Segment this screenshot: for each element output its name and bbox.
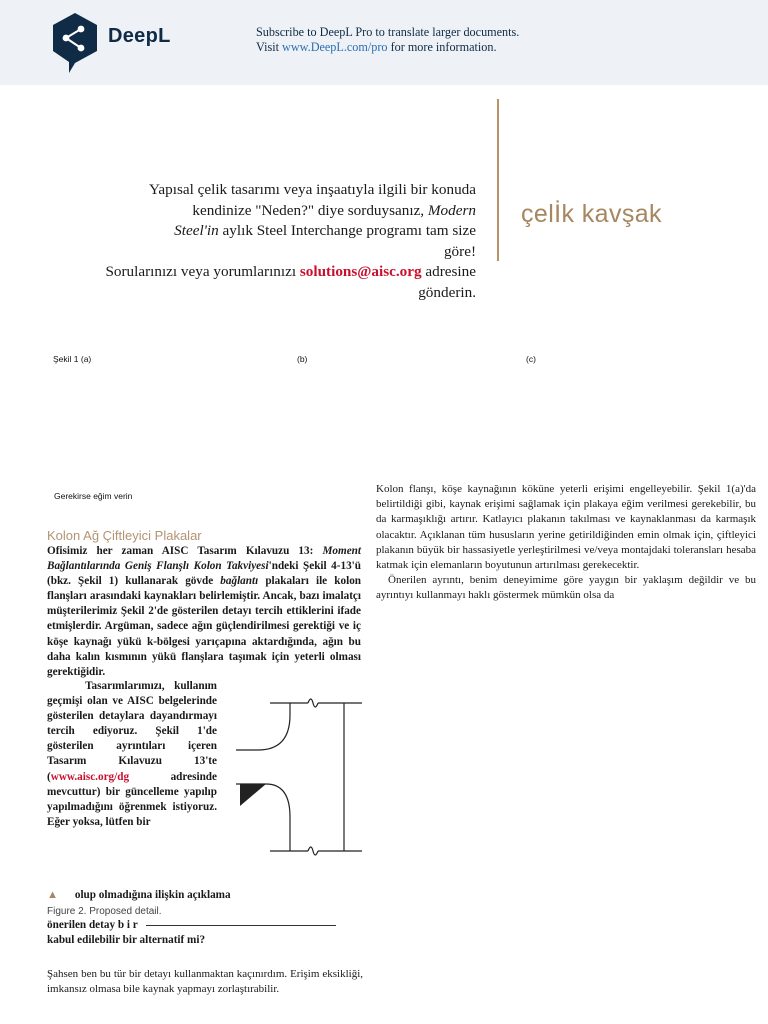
p1-italic-title: Moment Bağlantılarında Geniş Flanşlı Kolon Takviyesi xyxy=(47,545,361,573)
p1-text: plakaları ile kolon flanşları arasındaki kaynakları belirlemiştir. Ancak, bazı imalatçı müşterilerimiz Şekil 2'de gösterilen detayı tercih ettiklerini ifade etmişlerdir. Argüman, sadece ağın güçlendirilmesi gerektiği ve iç köşe kaynağı yükü k-bölgesi yarıçapına aktardığında, ağın bu daha kalın kısmının yükü flanşlara taşımak için yeterli olması gerektiğidir. xyxy=(47,575,362,678)
promo-line-1: Subscribe to DeepL Pro to translate larger documents. xyxy=(256,25,520,39)
section-brand-title: çelİk kavşak xyxy=(521,200,662,228)
paragraph-2 xyxy=(47,679,217,830)
p2-text: adresinde mevcuttur) bir güncelleme yapılıp yapılmadığını öğrenmek istiyoruz. Eğer yoksa, lütfen bir xyxy=(47,770,217,828)
paragraph-2-continued xyxy=(47,889,363,901)
intro-line: Yapısal çelik tasarımı veya inşaatıyla ilgili bir konuda xyxy=(148,181,476,198)
paragraph-2-end xyxy=(47,918,363,948)
paragraph-1 xyxy=(47,544,361,680)
p2-text: olup olmadığına ilişkin açıklama xyxy=(74,889,231,901)
figure-1a-label: Şekil 1 (a) xyxy=(53,354,92,364)
rule-line xyxy=(146,925,336,926)
intro-line xyxy=(60,262,476,283)
deepl-pro-link[interactable]: www.DeepL.com/pro xyxy=(282,40,388,54)
aisc-dg-link[interactable]: www.aisc.org/dg xyxy=(50,770,130,783)
intro-line-2b: Modern xyxy=(427,201,476,219)
figure-2-drawing xyxy=(236,693,362,859)
p1-text: Ofisimiz her zaman AISC Tasarım Kılavuzu 13: xyxy=(47,545,323,557)
p2-text: Tasarımlarımızı, kullanım geçmişi olan ve AISC belgelerinde gösterilen detaylara dayandırmayı tercih ediyoruz. Şekil 1'de gösterilen ayrıntıları içeren Tasarım Kılavuzu 13'te ( xyxy=(47,680,217,783)
triangle-marker-icon xyxy=(240,784,266,806)
p1-text: 'ndeki Şekil 4-13'ü (bkz. Şekil 1) kullanarak gövde xyxy=(47,560,361,588)
paragraph-3: Şahsen ben bu tür bir detayı kullanmaktan kaçınırdım. Erişim eksikliği, imkansız olmasa bile kaynak yapmayı zorlaştırabilir. xyxy=(47,968,363,996)
intro-line: gönderin. xyxy=(418,283,476,301)
intro-block xyxy=(60,180,476,303)
p2-line: kabul edilebilir bir alternatif mi? xyxy=(47,934,206,946)
promo-tail: for more information. xyxy=(387,40,497,54)
right-paragraph-1: Kolon flanşı, köşe kaynağının köküne yeterli erişimi engelleyebilir. Şekil 1(a)'da belirtildiği gibi, kaynak erişimi sağlamak için plakaya eğim verilmesi gerekebilir, bu da karmaşıklığı artırır. Katlayıcı plakanın takılması ve kaynaklanması da karmaşık olacaktır. Açıklanan tüm hususların yerine getirildiğinden emin olmak için, çiftleyici plakanın büyük bir hassasiyetle yerleştirilmesi ve/veya montajdaki toleransları hesaba katmak için elemanların boyutunun artırılması gerekecektir. xyxy=(376,483,756,572)
right-column xyxy=(376,482,756,604)
p2-text: önerilen detay b i r xyxy=(47,919,138,931)
promo-visit: Visit xyxy=(256,40,283,54)
intro-line-2a: kendinize "Neden?" diye sorduysanız, xyxy=(192,201,428,219)
intro-line-3a: Steel'in xyxy=(174,222,219,239)
intro-line-5a: Sorularınızı veya yorumlarınızı xyxy=(105,263,300,280)
figure-1b-label: (b) xyxy=(297,354,308,364)
p2-line xyxy=(47,918,363,933)
intro-line xyxy=(60,201,476,222)
promo-text xyxy=(256,25,519,55)
deepl-wordmark[interactable]: DeepL xyxy=(108,25,171,47)
intro-line-5c: adresine xyxy=(421,263,476,280)
small-triangle-icon: ▲ xyxy=(47,889,59,901)
intro-line-3b: aylık Steel Interchange programı tam size xyxy=(218,222,476,239)
figure-2-caption: Figure 2. Proposed detail. xyxy=(47,906,162,917)
email-link[interactable]: solutions@aisc.org xyxy=(299,263,422,280)
figure-note: Gerekirse eğim verin xyxy=(54,491,133,501)
intro-line xyxy=(60,221,476,242)
p1-italic-word: bağlantı xyxy=(220,575,259,588)
article-heading: Kolon Ağ Çiftleyici Plakalar xyxy=(47,528,202,543)
vertical-divider xyxy=(497,99,499,261)
right-paragraph-2: Önerilen ayrıntı, benim deneyimime göre yaygın bir yaklaşım değildir ve bu ayrıntıyı kullanmayı haklı göstermek mümkün olsa da xyxy=(376,574,756,602)
deepl-logo-icon[interactable] xyxy=(49,11,101,75)
figure-1c-label: (c) xyxy=(526,354,536,364)
intro-line: göre! xyxy=(443,242,476,260)
